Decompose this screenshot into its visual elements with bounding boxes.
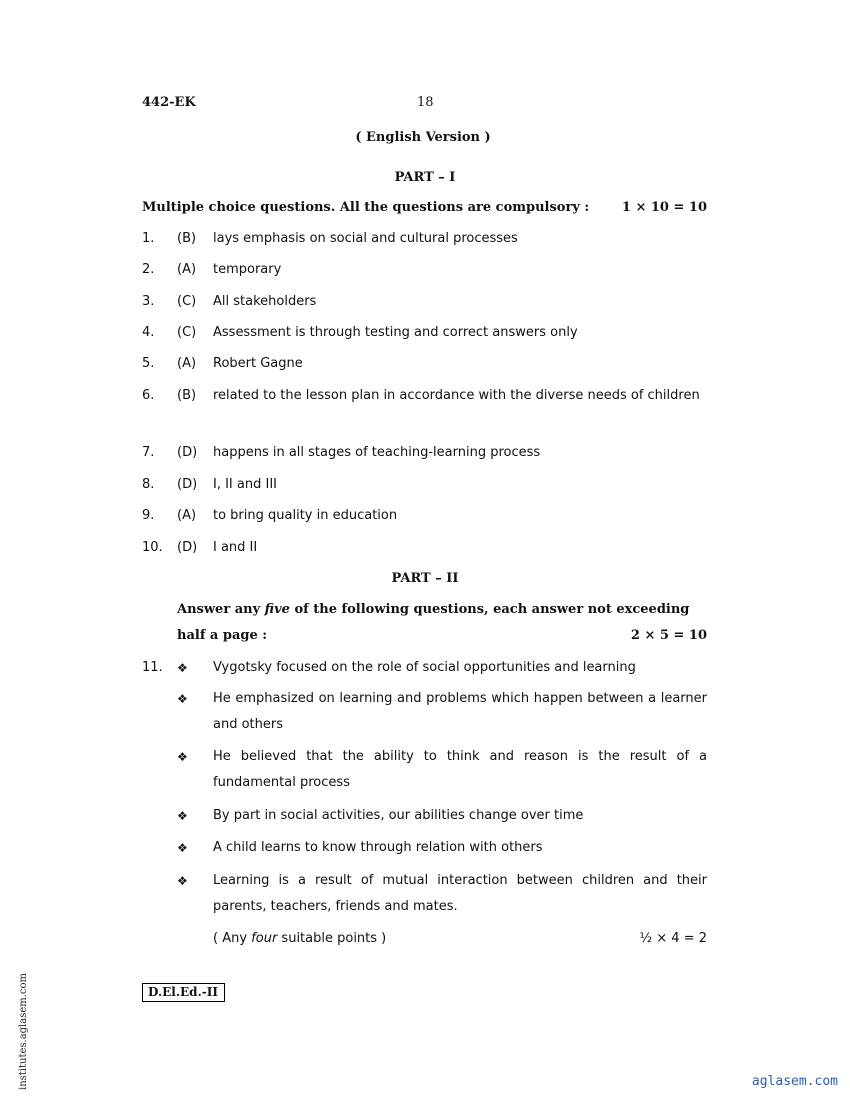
- answer-row: [142, 226, 707, 252]
- diamond-bullet-icon: ❖: [177, 692, 188, 706]
- answer-row: [142, 320, 707, 346]
- marking-note-text: ( Any four suitable points ): [213, 931, 387, 946]
- answer-text: I and II: [213, 540, 258, 555]
- part-2-instruction-line-2: half a page : 2 × 5 = 10: [177, 623, 707, 649]
- part-1-instruction-text: Multiple choice questions. All the questions are compulsory :: [142, 200, 590, 215]
- answer-row: [142, 289, 707, 315]
- answer-number: 2.: [142, 262, 155, 277]
- answer-text: lays emphasis on social and cultural processes: [213, 231, 518, 246]
- answer-option: (D): [177, 445, 198, 460]
- diamond-bullet-icon: ❖: [177, 874, 188, 888]
- diamond-bullet-icon: ❖: [177, 809, 188, 823]
- answer-point: ❖ By part in social activities, our abilities change over time: [142, 803, 707, 829]
- answer-point: ❖ He believed that the ability to think and reason is the result of a fundamental process: [142, 744, 707, 796]
- answer-number: 1.: [142, 231, 155, 246]
- answer-text: Robert Gagne: [213, 356, 303, 371]
- answer-row: [142, 351, 707, 377]
- marking-note-marks: ½ × 4 = 2: [639, 931, 707, 946]
- marking-note: [213, 931, 707, 946]
- answer-option: (D): [177, 477, 198, 492]
- diamond-bullet-icon: ❖: [177, 661, 188, 675]
- answer-option: (A): [177, 356, 197, 371]
- answer-number: 5.: [142, 356, 155, 371]
- answer-option: (C): [177, 294, 197, 309]
- answer-point: 11. ❖ Vygotsky focused on the role of social opportunities and learning: [142, 655, 707, 681]
- diamond-bullet-icon: ❖: [177, 841, 188, 855]
- answer-text: to bring quality in education: [213, 508, 398, 523]
- page-number: 18: [417, 95, 434, 110]
- answer-point: ❖ A child learns to know through relation with others: [142, 835, 707, 861]
- answer-row: [142, 535, 707, 561]
- part-1-title: PART – I: [394, 170, 456, 185]
- answer-row: [142, 383, 707, 409]
- question-number: 11.: [142, 660, 163, 675]
- answer-number: 3.: [142, 294, 155, 309]
- answer-text: temporary: [213, 262, 282, 277]
- answer-option: (B): [177, 231, 197, 246]
- answer-option: (B): [177, 388, 197, 403]
- answer-text: happens in all stages of teaching-learning process: [213, 445, 541, 460]
- answer-text: related to the lesson plan in accordance with the diverse needs of children: [213, 388, 700, 403]
- answer-number: 8.: [142, 477, 155, 492]
- answer-row: [142, 440, 707, 466]
- answer-row: [142, 503, 707, 529]
- paper-code: 442-EK: [142, 95, 196, 110]
- answer-row: [142, 472, 707, 498]
- answer-number: 10.: [142, 540, 163, 555]
- answer-number: 7.: [142, 445, 155, 460]
- answer-text: Assessment is through testing and correct answers only: [213, 325, 578, 340]
- answer-text: All stakeholders: [213, 294, 317, 309]
- diamond-bullet-icon: ❖: [177, 750, 188, 764]
- part-1-marks: 1 × 10 = 10: [621, 200, 707, 215]
- answer-option: (D): [177, 540, 198, 555]
- answer-row: [142, 257, 707, 283]
- answer-option: (A): [177, 508, 197, 523]
- part-2-title: PART – II: [391, 571, 459, 586]
- answer-number: 9.: [142, 508, 155, 523]
- answer-point: ❖ Learning is a result of mutual interaction between children and their parents, teachers, friends and mates.: [142, 868, 707, 920]
- part-2-instruction: [177, 597, 707, 649]
- answer-point: ❖ He emphasized on learning and problems which happen between a learner and others: [142, 686, 707, 738]
- answer-text: I, II and III: [213, 477, 277, 492]
- part-2-marks: 2 × 5 = 10: [630, 628, 707, 643]
- part-2-instruction-line-1: Answer any five of the following questions, each answer not exceeding: [177, 602, 690, 617]
- part-1-instruction: [142, 200, 707, 215]
- watermark: aglasem.com: [751, 1074, 838, 1089]
- version-title: ( English Version ): [355, 130, 491, 145]
- answer-option: (A): [177, 262, 197, 277]
- course-label: D.El.Ed.-II: [142, 983, 225, 1002]
- side-url: institutes.aglasem.com: [18, 972, 29, 1090]
- answer-number: 4.: [142, 325, 155, 340]
- answer-option: (C): [177, 325, 197, 340]
- answer-number: 6.: [142, 388, 155, 403]
